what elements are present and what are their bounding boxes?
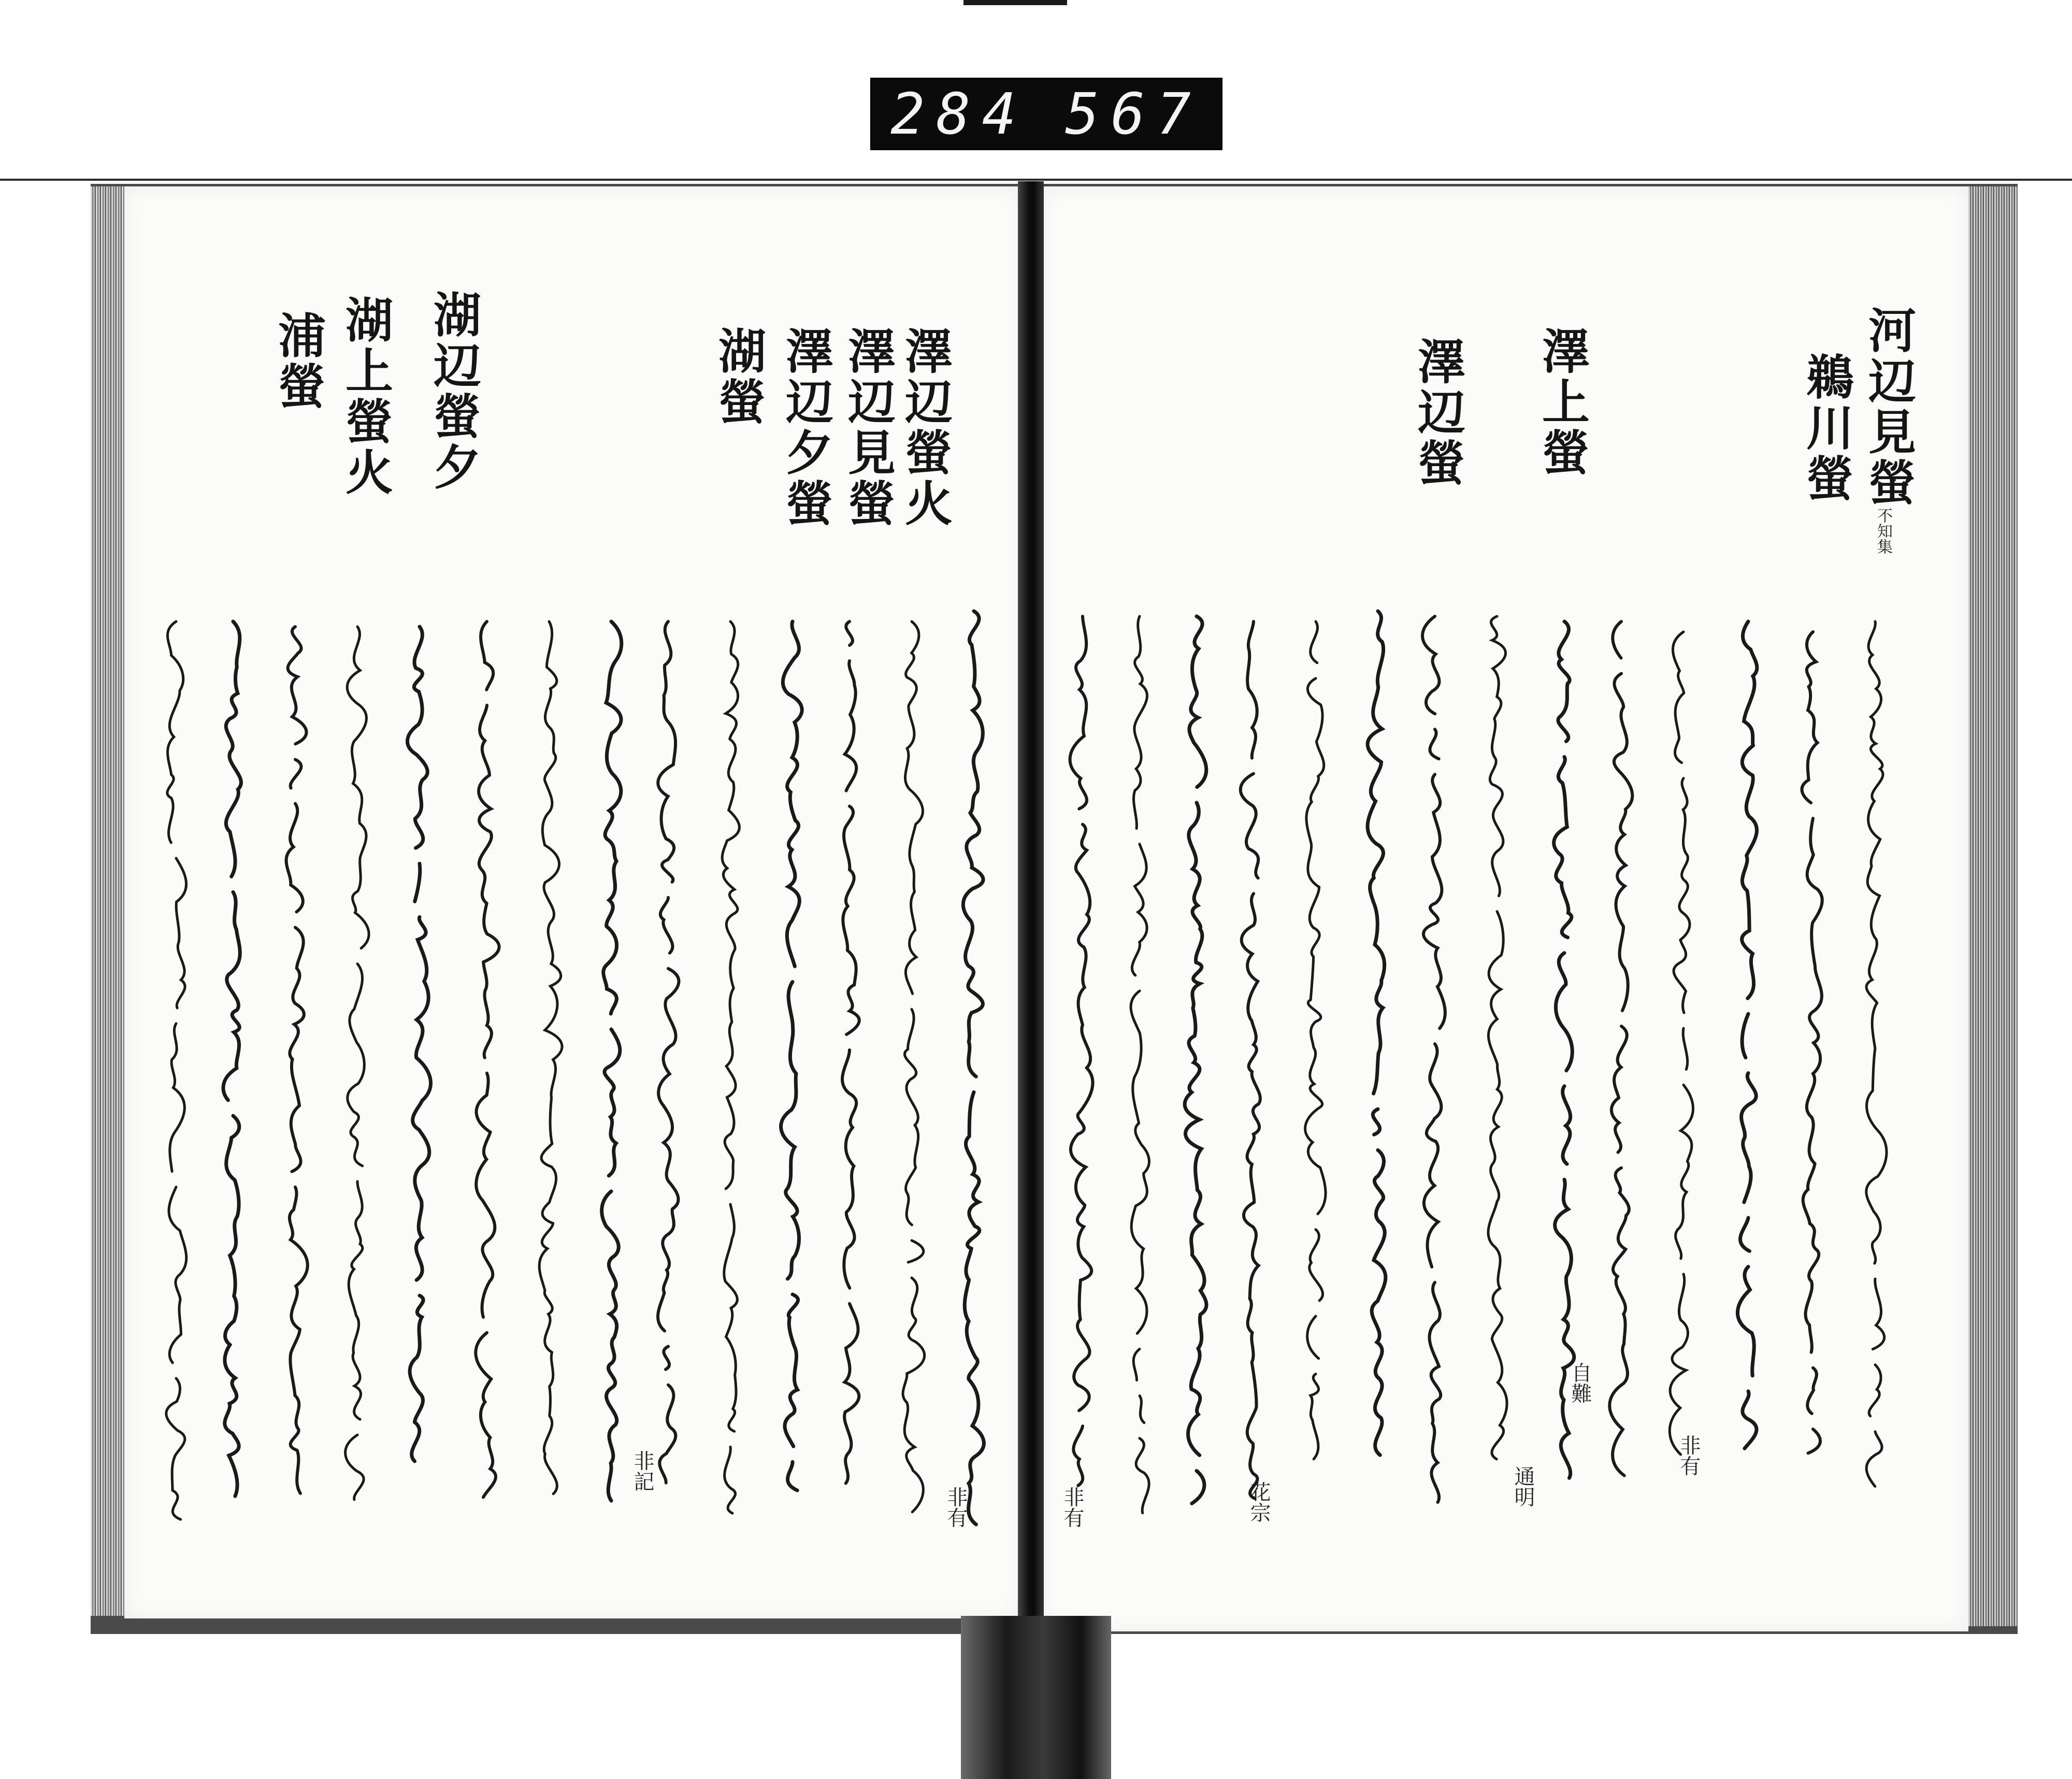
right-author-1: 非有 <box>1677 1435 1701 1476</box>
right-heading-7: 澤辺螢 <box>1410 337 1466 489</box>
right-author-5: 非有 <box>1060 1486 1084 1528</box>
page-edge-left <box>91 186 127 1616</box>
right-sub-1: 不知集 <box>1874 508 1892 554</box>
right-heading-2: 鵜川螢 <box>1798 352 1854 504</box>
right-author-3: 通明 <box>1511 1466 1535 1507</box>
frame-counter-label <box>870 78 1222 150</box>
counter-right: 567 <box>1065 81 1202 147</box>
scan-clip <box>963 0 1067 5</box>
right-author-2: 自難 <box>1568 1362 1592 1404</box>
left-author-1: 非有 <box>944 1486 968 1528</box>
right-heading-1: 河辺見螢 <box>1861 306 1917 509</box>
left-page <box>124 186 1020 1618</box>
left-author-2: 非記 <box>630 1450 654 1492</box>
book-gutter <box>1018 181 1044 1631</box>
right-heading-6: 澤上螢 <box>1534 326 1590 479</box>
right-author-4: 花宗 <box>1247 1481 1271 1523</box>
left-heading-6: 湖上螢火 <box>338 295 394 498</box>
left-heading-7: 浦螢 <box>270 311 326 412</box>
page-edge-right <box>1968 186 2018 1626</box>
left-heading-3: 澤辺夕螢 <box>778 326 834 529</box>
left-heading-5: 湖辺螢夕 <box>426 290 482 493</box>
left-heading-2: 澤辺見螢 <box>840 326 896 529</box>
book-spine-bottom <box>961 1616 1111 1779</box>
left-heading-1: 澤辺螢火 <box>897 326 953 529</box>
left-poem-column <box>963 627 1008 1455</box>
left-heading-4: 湖螢 <box>711 326 767 428</box>
counter-left: 284 <box>890 81 1028 147</box>
right-page <box>1041 186 1968 1631</box>
